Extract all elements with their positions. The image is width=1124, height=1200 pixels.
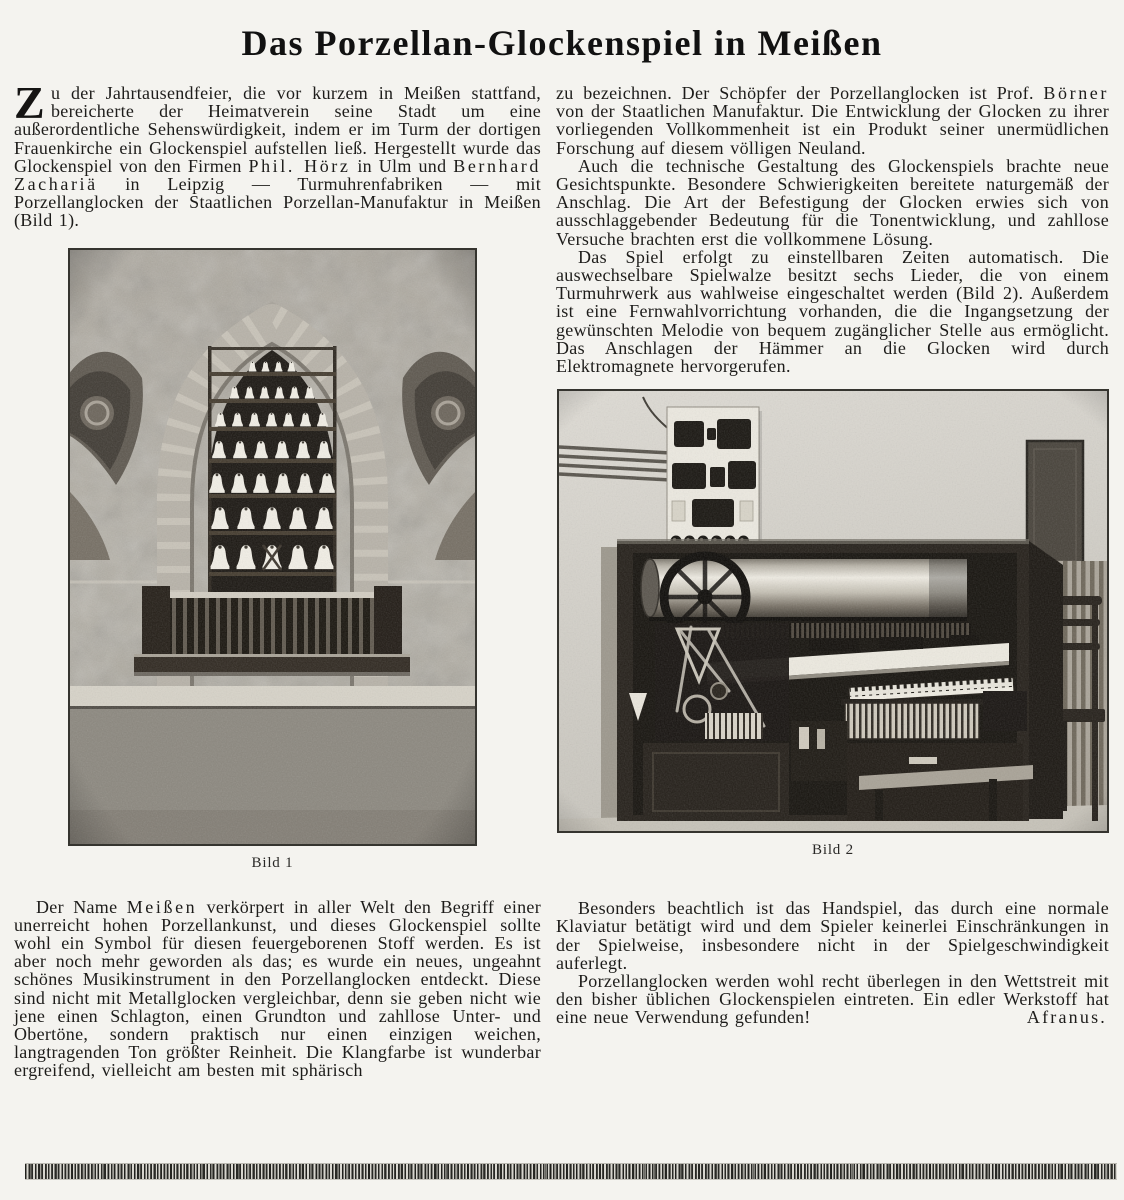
page-title: Das Porzellan-Glockenspiel in Meißen bbox=[241, 23, 883, 63]
photo-bild-1-frame bbox=[68, 248, 477, 846]
photo-bild-2-frame bbox=[557, 389, 1109, 833]
bottom-decorative-rule bbox=[25, 1164, 1117, 1179]
figure-caption-bild-2: Bild 2 bbox=[812, 842, 854, 859]
left-paragraph-2: Der Name Meißen verkörpert in aller Welt den Begriff einer unerreicht hohen Porzellankunst, und dieses Glockenspiel sollte wohl ein Symbol für diesen feuergeborenen Stoff werden. Es ist aber noch mehr geworden als das; es wurde ein neues, ungeahnt schönes Musikinstrument in den Porzellanglocken entdeckt. Diese sind nicht mit Metallglocken vergleichbar, denn sie geben nicht wie jene einen Schlagton, einen Grundton und zahllose Unter- und Obertöne, sondern praktisch nur einen einzigen weichen, langtragenden Ton größter Reinheit. Die Klangfarbe ist wunderbar ergreifend, vielleicht am besten mit sphärisch bbox=[14, 896, 541, 1081]
right-paragraph-1: zu bezeichnen. Der Schöpfer der Porzellanglocken ist Prof. Börner von der Staatlichen Manufaktur. Die Entwicklung der Glocken zu ihrer vorliegenden Vollkommenheit ist ein Produkt seiner unermüdlichen Forschung auf diesem völligen Neuland. bbox=[556, 83, 1109, 158]
column-left bbox=[14, 77, 541, 1081]
figure-bild-2 bbox=[557, 389, 1109, 859]
right-paragraph-4: Besonders beachtlich ist das Handspiel, das durch eine normale Klaviatur betätigt wird und dem Spieler keinerlei Einschränkungen in der Spielweise, insbesondere nicht in der Spielgeschwindigkeit auferlegt. bbox=[556, 898, 1109, 973]
right-paragraph-3: Das Spiel erfolgt zu einstellbaren Zeiten automatisch. Die auswechselbare Spielwalze besitzt sechs Lieder, die von einem Turmuhrwerk aus wahlweise eingeschaltet werden (Bild 2). Außerdem ist eine Fernwahlvorrichtung vorhanden, die die Ingangsetzung der gewünschten Melodie von bequem zugänglicher Stelle aus ermöglicht. Das Anschlagen der Hämmer an die Glocken wird durch Elektromagnete hervorgerufen. bbox=[556, 246, 1109, 377]
column-right bbox=[556, 84, 1109, 1027]
right-paragraph-5: Porzellanglocken werden wohl recht überlegen in den Wettstreit mit den bisher üblichen Glockenspielen eintreten. Ein edler Werkstoff hat eine neue Verwendung gefunden! Afranus. bbox=[556, 971, 1109, 1028]
photo-bild-2-spielwerk-machine bbox=[559, 391, 1107, 831]
drop-cap: Z bbox=[14, 77, 45, 128]
figure-caption-bild-1: Bild 1 bbox=[251, 854, 294, 871]
figure-bild-1 bbox=[68, 248, 477, 872]
photo-bild-1-church-window bbox=[70, 250, 475, 844]
lead-paragraph: Zu der Jahrtausendfeier, die vor kurzem in Meißen stattfand, bereicherte der Heimatverein seine Stadt um eine außerordentliche Sehenswürdigkeit, indem er im Turm der dortigen Frauenkirche ein Glockenspiel aufstellen ließ. Hergestellt wurde das Glockenspiel von den Firmen Phil. Hörz in Ulm und Bernhard Zachariä in Leipzig — Turmuhrenfabriken — mit Porzellanglocken der Staatlichen Porzellan-Manufaktur in Meißen (Bild 1). bbox=[14, 77, 541, 231]
right-paragraph-2: Auch die technische Gestaltung des Glockenspiels brachte neue Gesichtspunkte. Besondere Schwierigkeiten bereitete naturgemäß der Anschlag. Die Art der Befestigung der Glocken erwies sich von ausschlaggebender Bedeutung für die Tonentwicklung, und zahllose Versuche brachten erst die vollkommene Lösung. bbox=[556, 155, 1109, 249]
author-signature: Afranus. bbox=[1026, 1007, 1107, 1028]
